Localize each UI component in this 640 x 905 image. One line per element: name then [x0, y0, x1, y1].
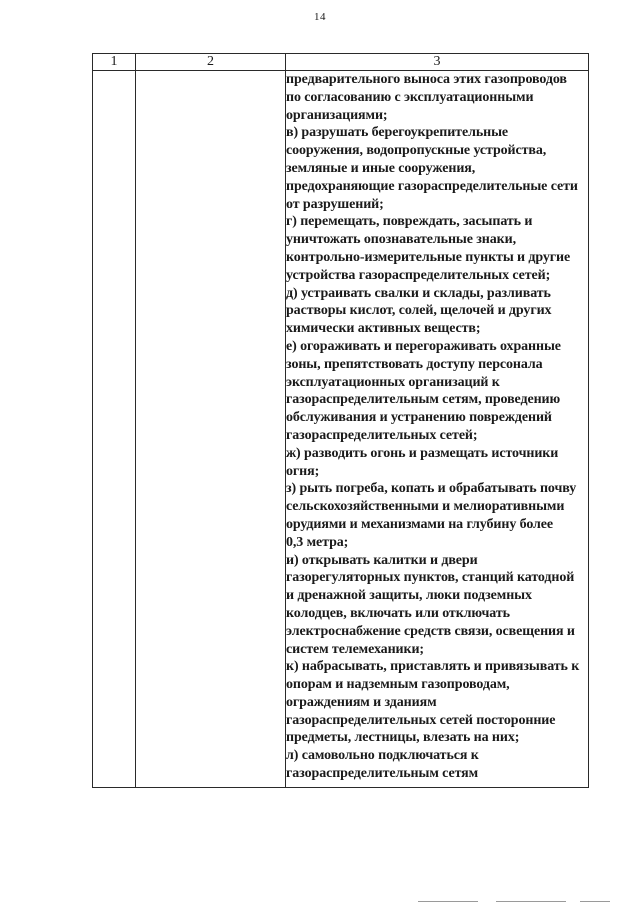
text-line: в) разрушать берегоукрепительные	[286, 125, 509, 141]
text-line: и) открывать калитки и двери	[286, 552, 478, 568]
text-line: по согласованию с эксплуатационными	[286, 89, 534, 105]
text-line: 0,3 метра;	[286, 534, 349, 550]
text-line: предохраняющие газораспределительные сети	[286, 178, 578, 194]
text-line: ж) разводить огонь и размещать источники	[286, 445, 559, 461]
text-line: газораспределительных сетей;	[286, 427, 478, 443]
scan-artifact-line	[496, 901, 566, 902]
text-line: организациями;	[286, 107, 388, 123]
text-line: з) рыть погреба, копать и обрабатывать почву	[286, 481, 577, 497]
cell-column-2	[136, 71, 286, 788]
text-line: опорам и надземным газопроводам,	[286, 677, 510, 693]
text-line: земляные и иные сооружения,	[286, 160, 476, 176]
text-line: ограждениям и зданиям	[286, 694, 437, 710]
text-line: сооружения, водопропускные устройства,	[286, 143, 547, 159]
text-line: уничтожать опознавательные знаки,	[286, 232, 516, 248]
table-row	[93, 71, 589, 788]
text-line: сельскохозяйственными и мелиоративными	[286, 499, 565, 515]
text-line: газораспределительным сетям, проведению	[286, 392, 561, 408]
header-row	[93, 54, 589, 71]
document-table	[92, 53, 589, 788]
text-line: предварительного выноса этих газопроводов	[286, 72, 567, 87]
column-header-1: 1	[93, 54, 136, 71]
text-line: газорегуляторных пунктов, станций катодной	[286, 570, 575, 586]
text-line: устройства газораспределительных сетей;	[286, 267, 551, 283]
scan-artifact-line	[580, 901, 610, 902]
text-line: к) набрасывать, приставлять и привязывать к	[286, 659, 580, 675]
text-line: газораспределительным сетям	[286, 766, 479, 782]
scan-artifact-line	[418, 901, 478, 902]
text-line: обслуживания и устранению повреждений	[286, 410, 552, 426]
text-line: эксплуатационных организаций к	[286, 374, 500, 390]
column-header-2: 2	[136, 54, 286, 71]
text-line: колодцев, включать или отключать	[286, 605, 510, 621]
column-header-3: 3	[286, 54, 589, 71]
text-line: контрольно-измерительные пункты и другие	[286, 249, 571, 265]
text-line: огня;	[286, 463, 320, 479]
page-number: 14	[314, 11, 326, 23]
text-line: и дренажной защиты, люки подземных	[286, 588, 532, 604]
text-line: д) устраивать свалки и склады, разливать	[286, 285, 551, 301]
text-line: электроснабжение средств связи, освещения и	[286, 623, 575, 639]
text-line: л) самовольно подключаться к	[286, 748, 479, 764]
text-line: зоны, препятствовать доступу персонала	[286, 356, 543, 372]
text-line: от разрушений;	[286, 196, 384, 212]
text-line: систем телемеханики;	[286, 641, 424, 657]
text-line: е) огораживать и перегораживать охранные	[286, 338, 561, 354]
text-line: г) перемещать, повреждать, засыпать и	[286, 214, 533, 230]
text-line: растворы кислот, солей, щелочей и других	[286, 303, 552, 319]
cell-column-1	[93, 71, 136, 788]
text-line: газораспределительных сетей посторонние	[286, 712, 556, 728]
text-line: орудиями и механизмами на глубину более	[286, 516, 554, 532]
text-line: химически активных веществ;	[286, 321, 481, 337]
text-line: предметы, лестницы, влезать на них;	[286, 730, 520, 746]
cell-column-3	[286, 71, 589, 788]
